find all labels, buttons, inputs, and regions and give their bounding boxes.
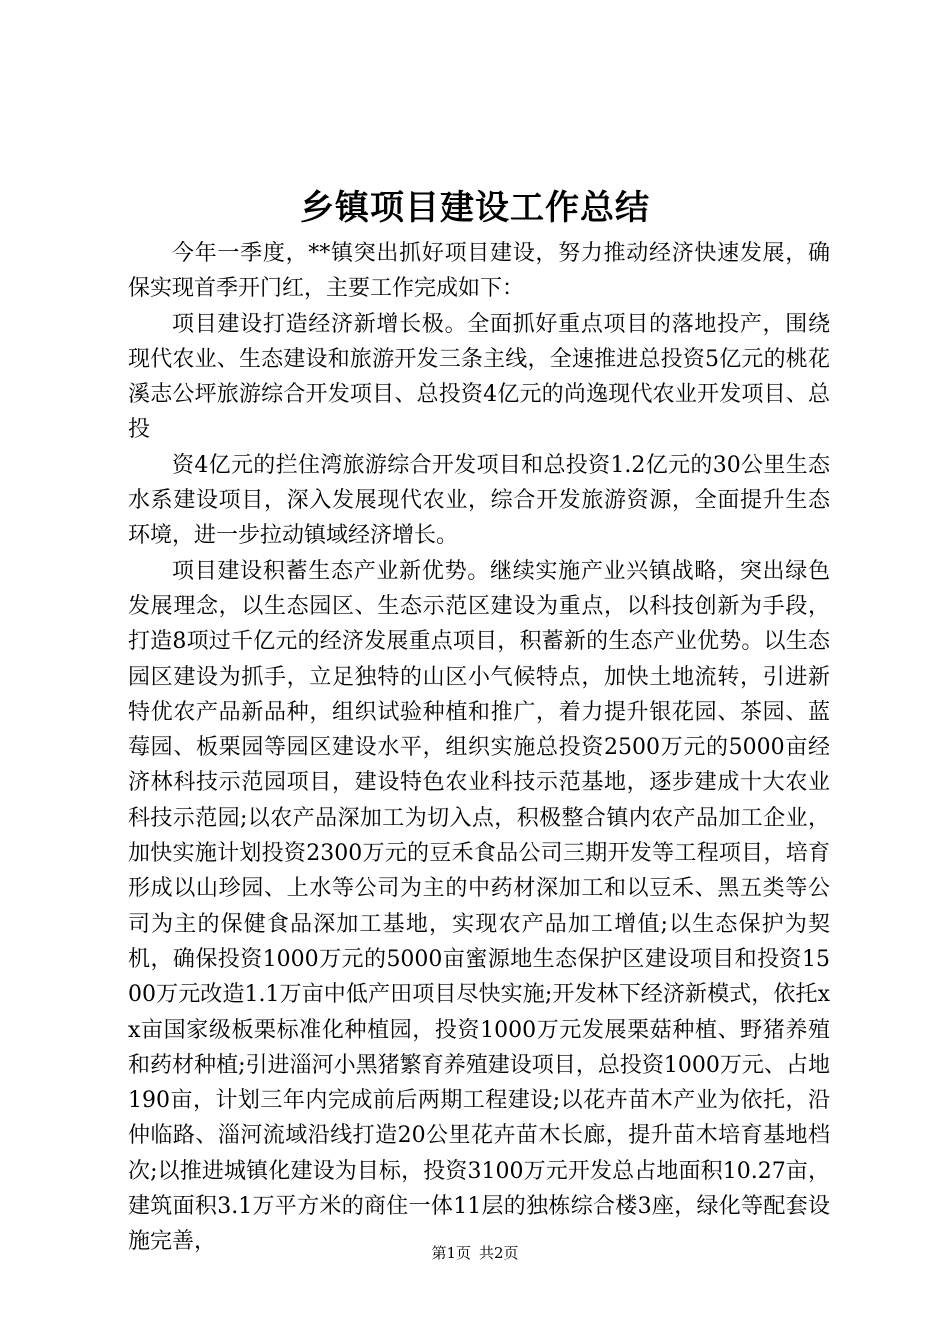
page-total: 共2页: [479, 1244, 519, 1262]
paragraph-intro: 今年一季度，**镇突出抓好项目建设，努力推动经济快速发展，确保实现首季开门红，主要工作完成如下：: [128, 241, 830, 302]
page-number: 第1页: [431, 1244, 471, 1262]
paragraph-ecological-industry: 项目建设积蓄生态产业新优势。继续实施产业兴镇战略，突出绿色发展理念，以生态园区、生态示范区建设为重点，以科技创新为手段，打造8项过千亿元的经济发展重点项目，积蓄新的生态产业优势。以生态园区建设为抓手，立足独特的山区小气候特点，加快土地流转，引进新特优农产品新品种，组织试验种植和推广，着力提升银花园、茶园、蓝莓园、板栗园等园区建设水平，组织实施总投资2500万元的5000亩经济林科技示范园项目，建设特色农业科技示范基地，逐步建成十大农业科技示范园;以农产品深加工为切入点，积极整合镇内农产品加工企业，加快实施计划投资2300万元的豆禾食品公司三期开发等工程项目，培育形成以山珍园、上水等公司为主的中药材深加工和以豆禾、黑五类等公司为主的保健食品深加工基地，实现农产品加工增值;以生态保护为契机，确保投资1000万元的5000亩蜜源地生态保护区建设项目和投资1500万元改造1.1万亩中低产田项目尽快实施;开发林下经济新模式，依托xx亩国家级板栗标准化种植园，投资1000万元发展栗菇种植、野猪养殖和药材种植;引进淄河小黑猪繁育养殖建设项目，总投资1000万元、占地190亩，计划三年内完成前后两期工程建设;以花卉苗木产业为依托，沿仲临路、淄河流域沿线打造20公里花卉苗木长廊，提升苗木培育基地档次;以推进城镇化建设为目标，投资3100万元开发总占地面积10.27亩，建筑面积3.1万平方米的商住一体11层的独栋综合楼3座，绿化等配套设施完善，: [128, 558, 830, 1255]
page-footer: [0, 1243, 950, 1263]
document-title: 乡镇项目建设工作总结: [300, 188, 650, 228]
paragraph-investment-continued: 资4亿元的拦住湾旅游综合开发项目和总投资1.2亿元的30公里生态水系建设项目，深入发展现代农业，综合开发旅游资源，全面提升生态环境，进一步拉动镇域经济增长。: [128, 452, 830, 549]
document-body: [128, 236, 830, 1260]
paragraph-growth-pole: 项目建设打造经济新增长极。全面抓好重点项目的落地投产，围绕现代农业、生态建设和旅游开发三条主线，全速推进总投资5亿元的桃花溪志公坪旅游综合开发项目、总投资4亿元的尚逸现代农业开发项目、总投: [128, 311, 830, 443]
